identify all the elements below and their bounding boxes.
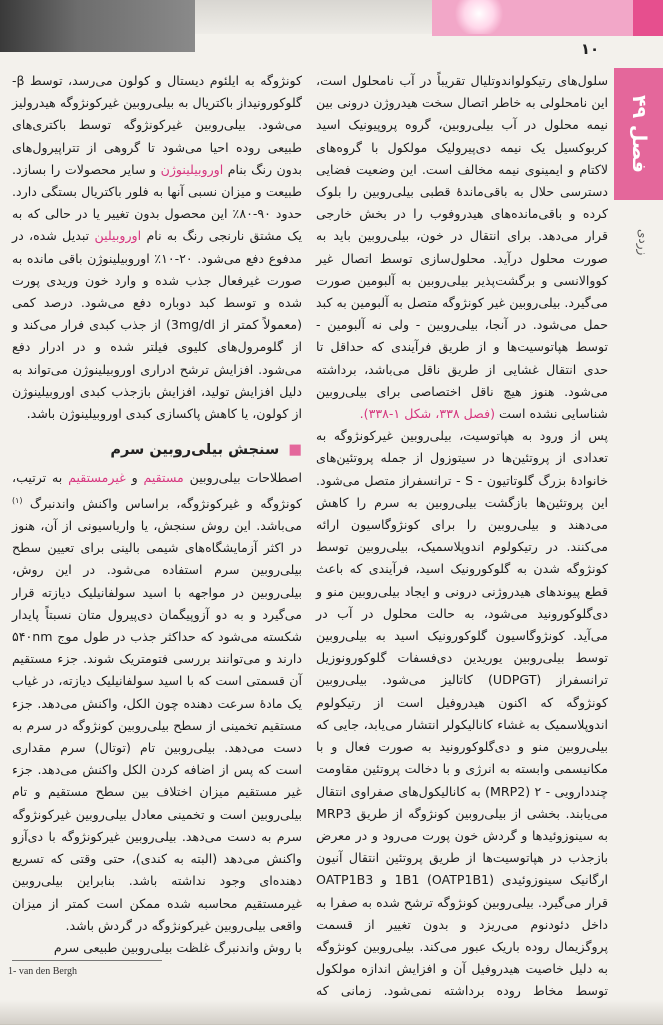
paragraph: [12, 467, 302, 936]
paragraph-text: کونژوگه به ایلئوم دیستال و کولون می‌رسد، توسط β-گلوکورونیداز باکتریال به بیلی‌روبین غیرکونژوگه هیدرولیز می‌شود. بیلی‌روبین غیرکونژوگه توسط باکتری‌های طبیعی روده احیا می‌شود تا گروهی از تتراپیرول‌های بدون رنگ بنام: [12, 73, 302, 177]
footnote: 1- van den Bergh: [8, 966, 77, 977]
chapter-tab-label: فصل ۴۹: [628, 95, 650, 173]
footnote-marker: (۱): [12, 495, 23, 505]
section-title: سنجش بیلی‌روبین سرم: [110, 442, 280, 459]
page-bottom-shadow: [0, 1000, 663, 1024]
right-column: [316, 70, 608, 1025]
section-bullet-icon: ■: [288, 442, 302, 459]
chapter-header-graphic: [432, 0, 663, 36]
paragraph-text: و سایر محصولات را بسازد. طبیعت و میزان نسبی آنها به فلور باکتریال بستگی دارد. حدود ۹۰-۸۰٪ این محصول بدون تغییر یا در حالی که به یک مشتق نارنجی رنگ به نام: [12, 161, 302, 244]
term-urobilinogen: اوروبیلینوژن: [160, 161, 224, 177]
left-column: [12, 70, 302, 959]
header-color-bar: [633, 0, 663, 36]
chapter-reference: (فصل ۳۳۸، شکل ۱-۳۳۸).: [359, 406, 496, 422]
footnote-divider: [12, 960, 162, 961]
flower-graphic: [454, 0, 504, 34]
running-header: زردی: [636, 228, 650, 256]
page-number: ۱۰: [580, 40, 600, 58]
paragraph: [12, 70, 302, 425]
paragraph-text: و: [131, 470, 138, 486]
paragraph: پس از ورود به هپاتوسیت، بیلی‌روبین غیرکونژوگه به تعدادی از پروتئین‌ها در سیتوزول از جمله پروتئین‌های خانوادهٔ بزرگ گلوتاتیون - S - ترانسفراز متصل می‌شود. این پروتئین‌ها بازگشت بیلی‌روبین به سرم را کاهش می‌دهند و بیلی‌روبین را برای کونژوگاسیون ارائه می‌کنند. در رتیکولوم اندوپلاسمیک، بیلی‌روبین توسط کونژوگه شدن به گلوکورونیک اسید، فرآیندی که باعث قطع پیوندهای هیدروژنی درونی و ایجاد بیلی‌روبین منو و دی‌گلوکورونید می‌شود، به حالت محلول در آب در می‌آید. کونژوگاسیون گلوکورونیک اسید به بیلی‌روبین توسط بیلی‌روبین یوریدین دی‌فسفات گلوکورونوزیل ترانسفراز (UDPGT) کاتالیز می‌شود. بیلی‌روبین کونژوگه که اکنون هیدروفیل است از رتیکولوم اندوپلاسمیک به غشاء کانالیکولر انتشار می‌یابد، جایی که بیلی‌روبین منو و دی‌گلوکورونید به صورت فعال و با مکانیسمی وابسته به انرژی و با دخالت پروتئین مقاومت چنددارویی - ۲ (MRP2) به کانالیکول‌های صفراوی انتقال می‌یابند. بخشی از بیلی‌روبین کونژوگه از طریق MRP3 به سینوزوئیدها و گردش خون پورت می‌رود و در معرض بازجذب در هپاتوسیت‌ها از طریق پروتئین انتقال آنیون ارگانیک سینوزوئیدی 1B1 (OATP1B1) و OATP1B3 قرار می‌گیرد. بیلی‌روبین کونژوگه ترشح شده به صفرا به داخل دئودنوم می‌ریزد و بدون تغییر از قسمت پروگزیمال روده باریک عبور می‌کند. بیلی‌روبین کونژوگه به دلیل خاصیت هیدروفیل آن و افزایش اندازه مولکول توسط مخاط روده برداشته نمی‌شود. زمانی که: [316, 428, 609, 999]
paragraph-text: سلول‌های رتیکولواندوتلیال تقریباً در آب نامحلول است، این نامحلولی به خاطر اتصال سخت هیدروژن درونی بین نیمه محلول در آب بیلی‌روبین، گروه پروپیونیک اسید کربوکسیل یک نیمه دی‌پیرولیک مولکول با گروه‌های لاکتام و ایمینوی نیمه مخالف است. این وضعیت فضایی دسترسی حلال به باقی‌ماندهٔ قطبی بیلی‌روبین را بلوک کرده و باقی‌مانده‌های هیدروفوب را در بخش خارجی قرار می‌دهد. برای انتقال در خون، بیلی‌روبین باید به صورت محلول درآید. محلول‌سازی توسط اتصال غیر کووالانسی و برگشت‌پذیر بیلی‌روبین به آلبومین صورت می‌گیرد. بیلی‌روبین غیر کونژوگه متصل به آلبومین به کبد حمل می‌شود. در آنجا، بیلی‌روبین - ولی نه آلبومین - توسط هپاتوسیت‌ها و از طریق فرآیندی که حداقل تا حدی انتقال غشایی از طریق ناقل می‌باشد، برداشته می‌شود. هنوز هیچ ناقل اختصاصی برای بیلی‌روبین شناسایی نشده است: [316, 73, 608, 422]
term-indirect: غیرمستقیم: [68, 470, 126, 486]
paragraph: با روش واندنبرگ غلظت بیلی‌روبین طبیعی سرم: [53, 939, 302, 955]
term-urobilin: اوروبیلین: [94, 228, 142, 244]
paragraph-text: می‌باشد. این روش سنجش، یا واریاسیونی از آن، هنوز در اکثر آزمایشگاه‌های شیمی بالینی برای تعیین سطح بیلی‌روبین سرم استفاده می‌شود. در این روش، بیلی‌روبین در مواجهه با اسید سولفانیلیک دیازته قرار می‌گیرد و به دو آزوپیگمان دی‌پیرول متان نسبتاً پایدار شکسته می‌شود که حداکثر جذب در طول موج ۵۴۰nm دارند و می‌توانند بررسی فتومتریک شوند. جزء مستقیم آن قسمتی است که با اسید سولفانیلیک دیازته، در غیاب یک مادهٔ سرعت دهنده چون الکل، واکنش می‌دهد. جزء مستقیم تخمینی از سطح بیلی‌روبین کونژوگه در سرم به دست می‌دهد. بیلی‌روبین تام (توتال) سرم مقداری است که پس از اضافه کردن الکل واکنش می‌دهد. جزء غیر مستقیم میزان اختلاف بین سطح مستقیم و تام بیلی‌روبین است و تخمینی معادل بیلی‌روبین غیرکونژوگه سرم به دست می‌دهد. بیلی‌روبین غیرکونژوگه با دی‌آزو واکنش می‌دهد (البته به کندی)، حتی وقتی که تسریع دهنده‌ای وجود نداشته باشد. بنابراین بیلی‌روبین غیرمستقیم محاسبه شده ممکن است کمتر از میزان واقعی بیلی‌روبین غیرکونژوگه در گردش باشد.: [12, 518, 302, 933]
section-heading: [12, 439, 302, 461]
term-direct: مستقیم: [143, 470, 184, 486]
paragraph-text: به ترتیب، کونژوگه و غیرکونژوگه، براساس واکنش واندنبرگ: [12, 470, 302, 511]
paragraph: [316, 70, 608, 425]
paragraph-text: تبدیل شده، در مدفوع دفع می‌شود. ۲۰-۱۰٪ اوروبیلینوژن باقی مانده به صورت غیرفعال جذب شده و وارد خون وریدی پورت شده و توسط کبد دوباره دفع می‌شود. درصد کمی (معمولاً کمتر از 3mg/dl) از جذب کبدی فرار می‌کند و از گلومرول‌های کلیوی فیلتر شده و در ادرار دفع می‌شود. افزایش ترشح ادراری اوروبیلینوژن می‌تواند به دلیل افزایش تولید، افزایش بازجذب کبدی اوروبیلینوژن از کولون، یا کاهش پاکسازی کبدی اوروبیلینوژن باشد.: [12, 228, 302, 422]
paragraph-text: اصطلاحات بیلی‌روبین: [189, 470, 302, 486]
previous-page-photo-edge: [0, 0, 195, 52]
